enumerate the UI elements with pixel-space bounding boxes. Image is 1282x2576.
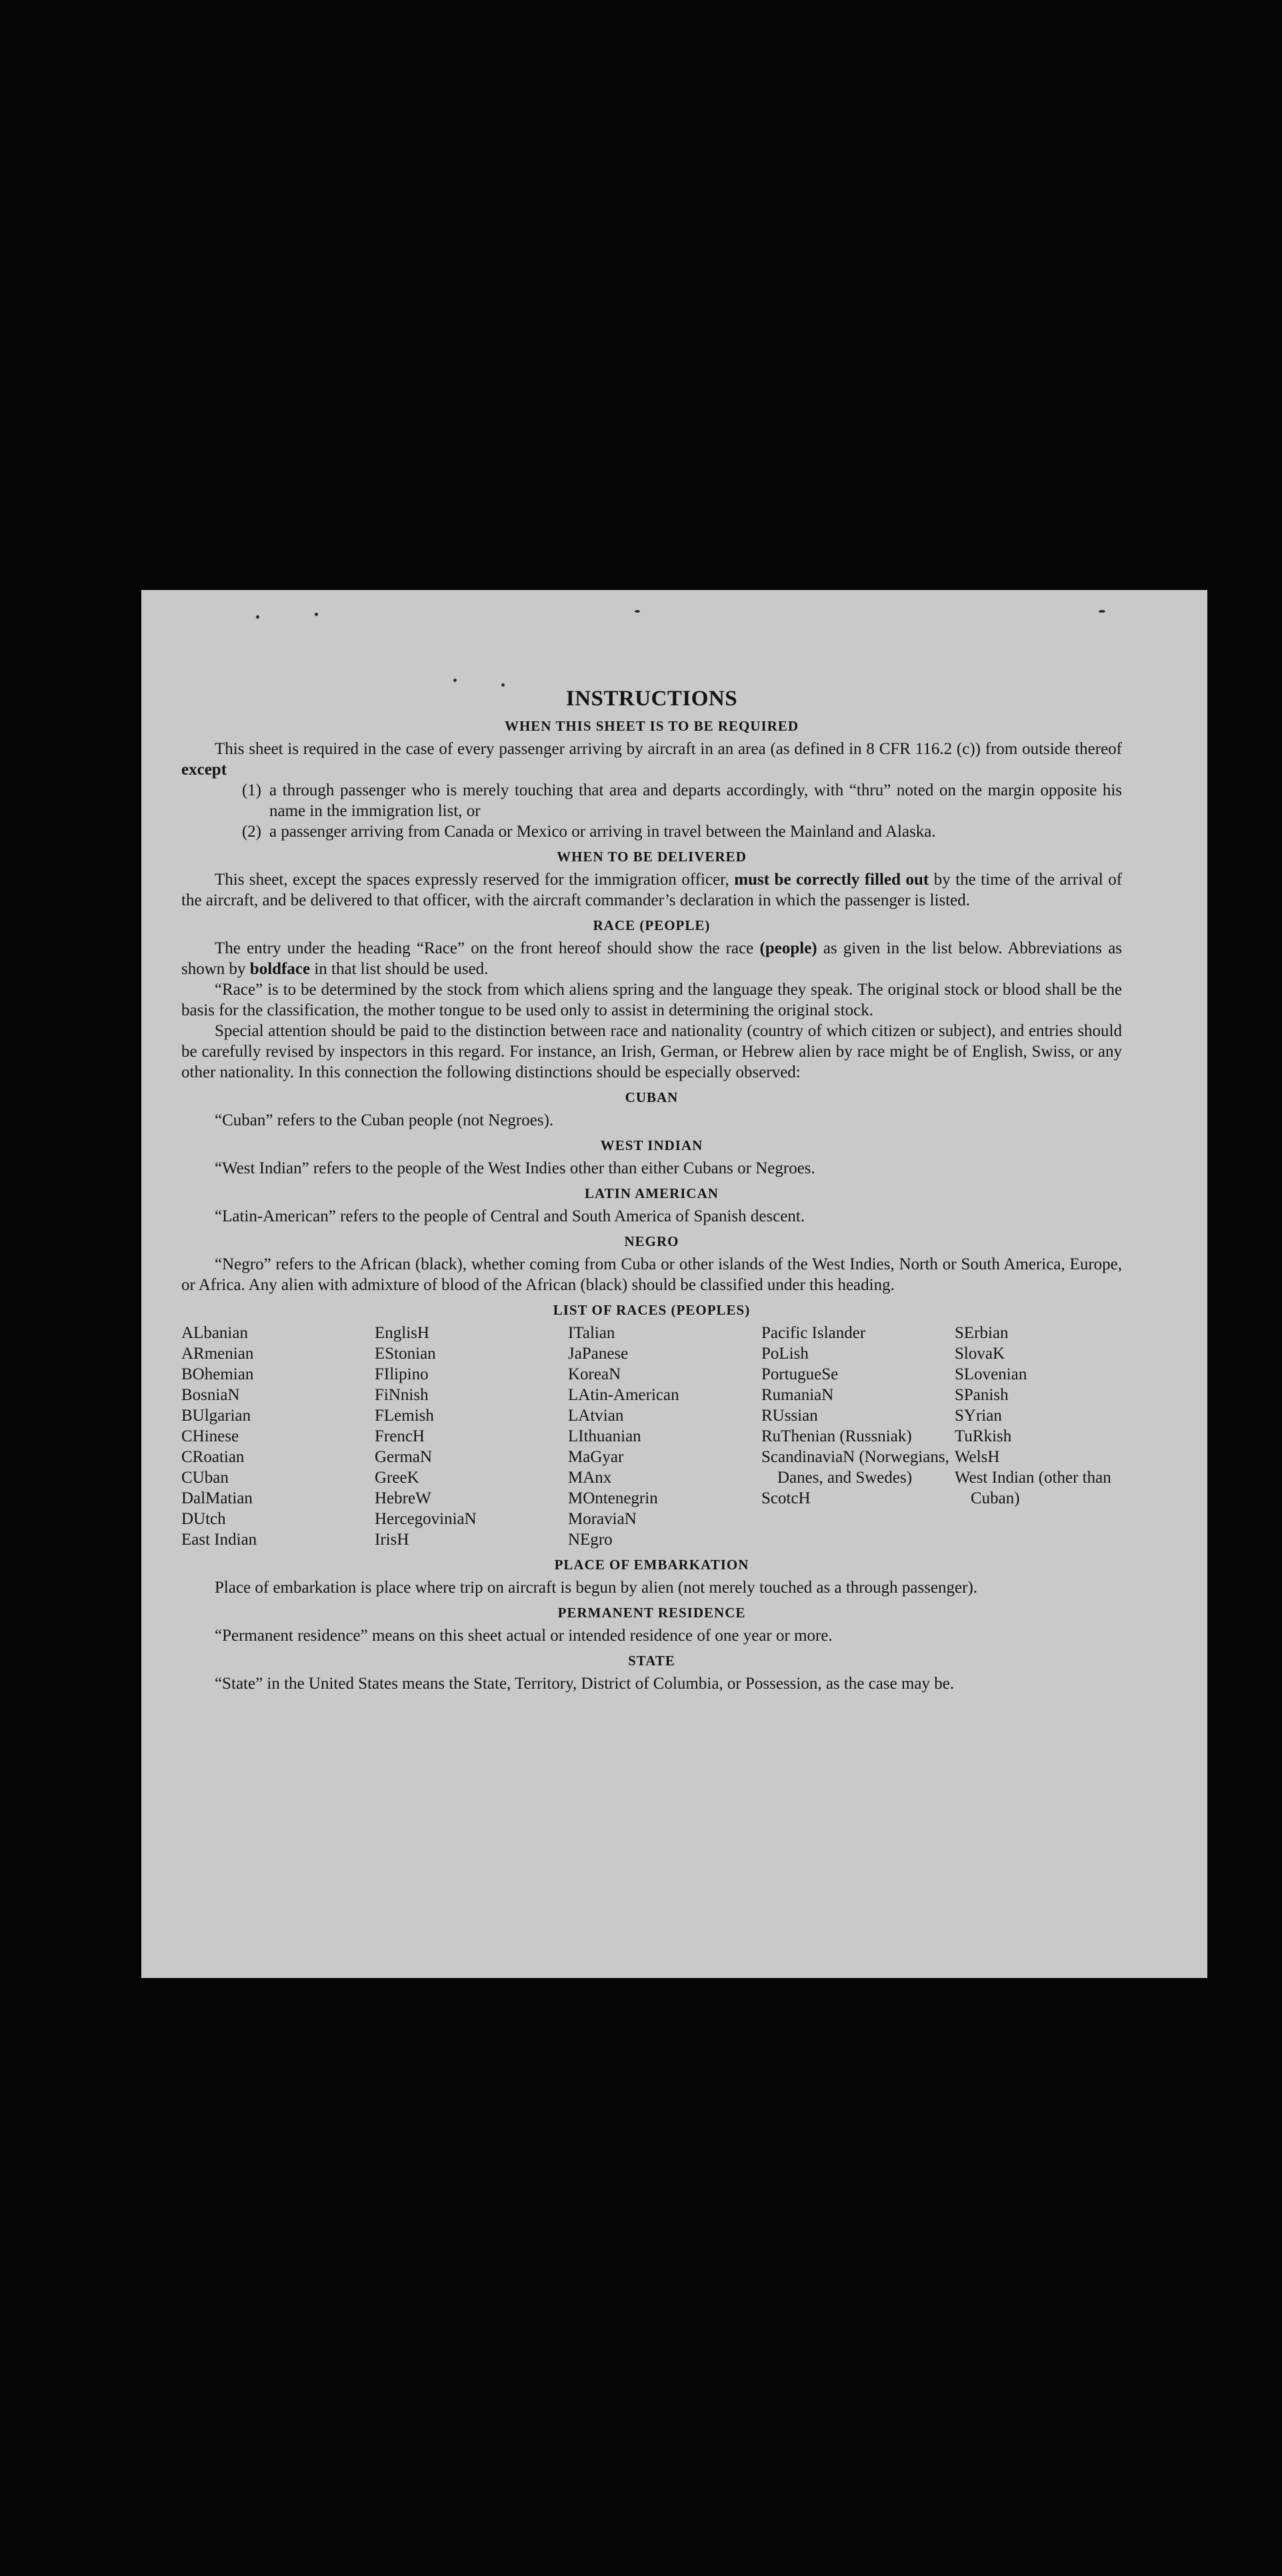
races-list (181, 1323, 1122, 1550)
race-item: EStonian (375, 1345, 436, 1363)
section-heading-race: RACE (PEOPLE) (593, 917, 711, 933)
race-item: MoraviaN (568, 1510, 637, 1528)
race-item: FLemish (375, 1407, 434, 1425)
race-item: BosniaN (181, 1386, 240, 1404)
when-delivered-text: This sheet, except the spaces expressly reserved for the immigration officer, must be correctly filled out by the time of the arrival of the aircraft, and be delivered to that officer, with the aircraft commander’s declaration in which the passenger is listed. (181, 871, 1123, 909)
race-item: JaPanese (568, 1345, 629, 1363)
embarkation-text: Place of embarkation is place where trip on aircraft is begun by alien (not merely touched as a through passenger). (215, 1579, 978, 1597)
race-item: DUtch (181, 1510, 226, 1528)
race-item: SLovenian (955, 1365, 1027, 1383)
race-item: BOhemian (181, 1365, 254, 1383)
condition-number: (1) (241, 781, 261, 799)
race-item: FrencH (375, 1427, 425, 1445)
race-item: LIthuanian (568, 1427, 641, 1445)
race-item: IrisH (375, 1531, 409, 1549)
condition-text: a passenger arriving from Canada or Mexico or arriving in travel between the Mainland and Alaska. (269, 823, 936, 841)
race-item: East Indian (181, 1531, 257, 1549)
race-item: RUssian (761, 1407, 818, 1425)
race-item: ARmenian (181, 1345, 254, 1363)
section-heading-embarkation: PLACE OF EMBARKATION (554, 1557, 749, 1573)
race-item: EnglisH (375, 1324, 429, 1342)
race-item: CHinese (181, 1427, 239, 1445)
race-item: LAtin-American (568, 1386, 679, 1404)
race-item: Pacific Islander (761, 1324, 866, 1342)
race-item: ScotcH (761, 1489, 811, 1507)
condition-number: (2) (241, 823, 261, 841)
races-column (375, 1323, 568, 1550)
paper-speck (501, 683, 505, 687)
race-item: CUban (181, 1469, 229, 1487)
cuban-text: “Cuban” refers to the Cuban people (not Negroes). (215, 1111, 554, 1129)
race-item: KoreaN (568, 1365, 621, 1383)
paper-speck (315, 613, 318, 616)
state-text: “State” in the United States means the State, Territory, District of Columbia, or Possession, as the case may be. (215, 1675, 955, 1693)
race-item: HercegoviniaN (375, 1510, 477, 1528)
race-item: MOntenegrin (568, 1489, 658, 1507)
race-paragraph: “Race” is to be determined by the stock from which aliens spring and the language they speak. The original stock or blood shall be the basis for the classification, the mother tongue to be used only to assist in determining the original stock. (181, 981, 1122, 1019)
condition-item (181, 780, 1122, 821)
section-heading-negro: NEGRO (624, 1233, 679, 1249)
race-item: GermaN (375, 1448, 433, 1466)
race-item: RuThenian (Russniak) (761, 1427, 912, 1445)
race-item: RumaniaN (761, 1386, 834, 1404)
section-heading-residence: PERMANENT RESIDENCE (557, 1605, 746, 1621)
paper-speck (256, 615, 259, 619)
race-item: FiNnish (375, 1386, 429, 1404)
race-paragraph: Special attention should be paid to the distinction between race and nationality (country of which citizen or subject), and entries should be carefully revised by inspectors in this regard. For instance, an Irish, German, or Hebrew alien by race might be of English, Swiss, or any other nationality. In this connection the following distinctions should be especially observed: (181, 1022, 1122, 1081)
race-item: WelsH (955, 1448, 1000, 1466)
race-item: TuRkish (955, 1427, 1012, 1445)
race-item: ALbanian (181, 1324, 248, 1342)
section-heading-when-required: WHEN THIS SHEET IS TO BE REQUIRED (504, 718, 799, 734)
section-heading-cuban: CUBAN (625, 1089, 679, 1105)
race-item: PoLish (761, 1345, 809, 1363)
document-title: INSTRUCTIONS (565, 687, 738, 711)
race-item: SYrian (955, 1407, 1002, 1425)
paper-speck (635, 610, 640, 613)
condition-item (181, 821, 1122, 842)
races-column (568, 1323, 761, 1550)
race-paragraph: The entry under the heading “Race” on the front hereof should show the race (people) as given in the list below. Abbreviations as shown by boldface in that list should be used. (181, 939, 1123, 978)
race-item: CRoatian (181, 1448, 245, 1466)
race-item: West Indian (other than Cuban) (955, 1469, 1111, 1507)
races-column (761, 1323, 955, 1550)
paper-speck (453, 679, 457, 682)
race-item: SlovaK (955, 1345, 1005, 1363)
condition-text: a through passenger who is merely touching that area and departs accordingly, with “thru” noted on the margin opposite his name in the immigration list, or (269, 781, 1122, 820)
races-column (181, 1323, 375, 1550)
race-item: SPanish (955, 1386, 1009, 1404)
section-heading-races-list: LIST OF RACES (PEOPLES) (553, 1302, 751, 1318)
race-item: MaGyar (568, 1448, 624, 1466)
race-item: GreeK (375, 1469, 419, 1487)
races-column (955, 1323, 1148, 1550)
race-item: ITalian (568, 1324, 615, 1342)
when-required-intro: This sheet is required in the case of every passenger arriving by aircraft in an area (as defined in 8 CFR 116.2 (c)) from outside thereof except (181, 740, 1122, 779)
section-heading-latin-american: LATIN AMERICAN (585, 1185, 719, 1201)
residence-text: “Permanent residence” means on this sheet actual or intended residence of one year or more. (215, 1627, 833, 1645)
section-heading-state: STATE (628, 1653, 675, 1669)
race-item: PortugueSe (761, 1365, 839, 1383)
negro-text: “Negro” refers to the African (black), whether coming from Cuba or other islands of the West Indies, North or South America, Europe, or Africa. Any alien with admixture of blood of the African (black) should be classified under this heading. (181, 1255, 1122, 1294)
section-heading-west-indian: WEST INDIAN (600, 1137, 703, 1153)
section-heading-when-delivered: WHEN TO BE DELIVERED (557, 849, 747, 865)
instruction-sheet (141, 590, 1207, 1978)
west-indian-text: “West Indian” refers to the people of the West Indies other than either Cubans or Negroes. (215, 1159, 815, 1177)
race-item: DalMatian (181, 1489, 253, 1507)
race-item: FIlipino (375, 1365, 429, 1383)
race-item: BUlgarian (181, 1407, 251, 1425)
race-item: SErbian (955, 1324, 1009, 1342)
race-item: LAtvian (568, 1407, 624, 1425)
paper-speck (1099, 610, 1105, 613)
race-item: NEgro (568, 1531, 613, 1549)
race-item: ScandinaviaN (Norwegians, Danes, and Swedes) (761, 1448, 949, 1487)
race-item: HebreW (375, 1489, 431, 1507)
latin-american-text: “Latin-American” refers to the people of Central and South America of Spanish descent. (215, 1207, 805, 1225)
race-item: MAnx (568, 1469, 612, 1487)
